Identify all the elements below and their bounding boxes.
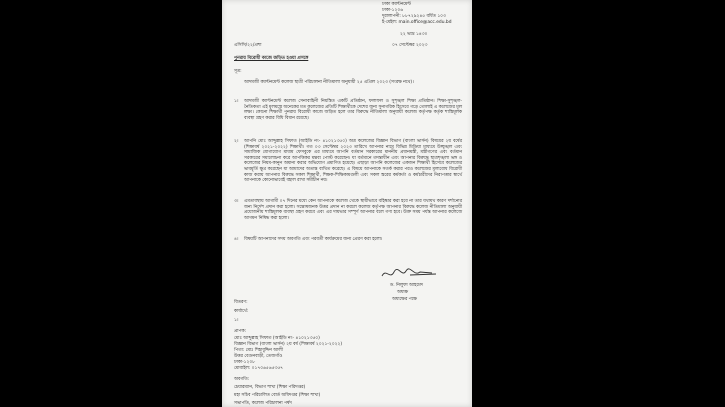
para-1-number: ১। [234,99,239,104]
para-2-number: ২। [234,139,239,144]
reference-text: আদমজী ক্যান্টনমেন্ট কলেজ ছাত্রী পরিচালনা নীতিমালা অনুযায়ী ২৫ এপ্রিল ২০২৩ (সংরক্ষ নথে)। [244,80,414,85]
paragraph-3: এমতাবস্থায় আগামী ০৭ দিনের মধ্যে কেন আপনাকে কলেজ থেকে স্থায়ীভাবে বহিষ্কার করা হবে না তার যথাযথ কারণ দর্শানোর জন্য নির্দেশ প্রদান করা হলো। সন্তোষজনক উত্তর প্রদান না করলে কলেজ কর্তৃপক্ষ আপনার বিরুদ্ধে কলেজ নীতিমালা অনুযায়ী প্রয়োজনীয় শাস্তিমূলক ব্যবস্থা গ্রহণ করবে এবং এর দায়ভার সম্পূর্ণ আপনার বলে গণ্য হবে। উক্ত সময় পর্যন্ত আপনার কলেজে আগমন নিষিদ্ধ করা হলো। [244,199,462,221]
para-4-number: ৪। [234,237,239,242]
signatory-name: ড. নিলুফা আহমেদ [390,283,423,288]
recipient-address-1: উত্তর বেগুনবাড়ী, তেজগাঁও [234,354,283,359]
info-label: অবগতি: [234,377,250,382]
document-page [222,0,472,407]
paragraph-1: আদমজী ক্যান্টনমেন্ট কলেজ সেনাবাহিনী নিয়ন্ত্রিত একটি প্রতিষ্ঠান, ফলাফল ও সুশৃঙ্খল শিক্ষা প্রতিষ্ঠান। শিক্ষা-সুশৃঙ্খল-নৈতিকতা এই মূলমন্ত্রে অনেকের মত কলেজের প্রতিটি শিক্ষার্থীকে দেশের জন্য সুনাগরিক হিসেবে গড়ে তোলাই এ কলেজের মূল লক্ষ্য। কোনো শিক্ষার্থী পুনরায় বিরোধী কাজে জড়িত হলে তার বিরুদ্ধে নীতিমালা অনুযায়ী কলেজ কর্তৃপক্ষ কর্তৃক শাস্তিমূলক ব্যবস্থা গ্রহণ করার বিধি বিধান রয়েছে। [244,99,462,121]
date-english: ০৭ সেপ্টেম্বর ২০২৩ [392,43,428,48]
signatory-title: অধ্যক্ষ [397,290,409,295]
reference-label: সূত্র: [234,69,242,74]
signature-image [380,266,438,282]
info-line-3: সভাপতি, কলেজ পরিচালনা পর্ষদ [234,401,292,406]
info-line-1: চেয়ারম্যান, বিভাগ শাখা (শিক্ষা পরিদপ্তর) [234,385,306,390]
header-email: ই-মেইল: main.office@acc.edu.bd [382,20,452,25]
info-line-2: মহা সচিব পরিচালিত বোর্ড অধিদপ্তর (শিক্ষা শাখা) [234,393,321,398]
recipient-father: পিতা: মোঃ শিহাবুদ্দিন আলী [234,348,283,353]
recipient-label: প্রাপক: [234,329,247,334]
header-line-2: ঢাকা-১২০৬ [382,8,404,13]
subject-line: পুনরায় বিরোধী কাজে জড়িত হওয়া প্রসঙ্গে [234,56,309,61]
recipient-class: বিজ্ঞান বিভাগ (বাংলা ভার্সন) ২য় বর্ষ (শিক্ষাবর্ষ ২০২১-২০২২) [234,342,343,347]
reference-number: এসিসি/২২/প্রশা [234,43,262,48]
paragraph-2: আপনি মোঃ আব্দুল্লাহ সিফাত (আইডি নং- ৪১০২১৩৫০) অত্র কলেজের বিজ্ঞান বিভাগ (বাংলা ভার্সন) বিষয়ের ২য় বর্ষের (শিক্ষাবর্ষ ২০২১-২০২২) শিক্ষার্থী। গত ০৩ সেপ্টেম্বর ২০২৩ তারিখে আপনার নামে বিভিন্ন মিডিয়া মাধ্যমে উচ্ছৃঙ্খল এবং সামাজিক যোগাযোগ মাধ্যম ফেসবুকে এর মাধ্যমে আপনি বর্তমান সরকারের মাননীয় প্রধানমন্ত্রী, মন্ত্রীগণের এবং বর্তমান সরকারের সমালোচনা করে আপত্তিকর মন্তব্য পোস্ট করেছেন। যা বর্তমানে তদন্তাধীন এবং আপনার বিরুদ্ধে ছাত্রশৃঙ্খলা ভঙ্গ ও কলেজের নিয়ম-কানুন অমান্য করার অভিযোগ প্রমাণিত হয়েছে। এছাড়া আপনি কলেজের একজন শিক্ষার্থী হিসেবে কলেজের ভাবমূর্তি ক্ষুণ্ণ করেছেন যা আমাদের অত্যন্ত ব্যথিত করেছে। এ বিষয়ে আপনাকে সতর্ক করার পরও কলেজের মূল্যবোধ বিরোধী কাজ করায় আপনার বিরুদ্ধে সকল শিক্ষার্থী, শিক্ষক-শিক্ষিকামণ্ডলী এবং সকল স্তরের কর্মকর্তা ও কর্মচারীদের নিরাপত্তার স্বার্থে আপনাকে কোনোভাবেই বহাল রাখা সমীচীন নয়। [244,139,462,184]
header-phone: দূরালাপনী: ৮৮৭২৯২৪৫ বর্ধিত ১০৩ [382,14,446,19]
signatory-on-behalf: অধ্যক্ষের পক্ষে [392,297,417,302]
recipient-address-2: ঢাকা-১২০৮ [234,360,256,365]
distribution-title: বিতরণ: [234,300,248,305]
paragraph-4: বিষয়টি আপনাদের সদয় অবগতি এবং পরবর্তী কার্যক্রমের জন্য প্রেরণ করা হলো। [244,237,383,242]
recipient-phone: মোবাইল: ০১৭০৬৫৬৫৩৫৭ [234,366,284,371]
distribution-line-2: ১। [234,318,239,323]
distribution-line-1: কার্যার্থে: [234,309,249,314]
header-line-1: ঢাকা ক্যান্টনমেন্ট [382,2,411,7]
para-3-number: ৩। [234,199,239,204]
date-bangla: ২২ ভাদ্র ১৪৩০ [400,32,428,37]
recipient-name: মোঃ আব্দুল্লাহ সিফাত (আইডি নং- ৪১০২১৩৫০) [234,336,320,341]
